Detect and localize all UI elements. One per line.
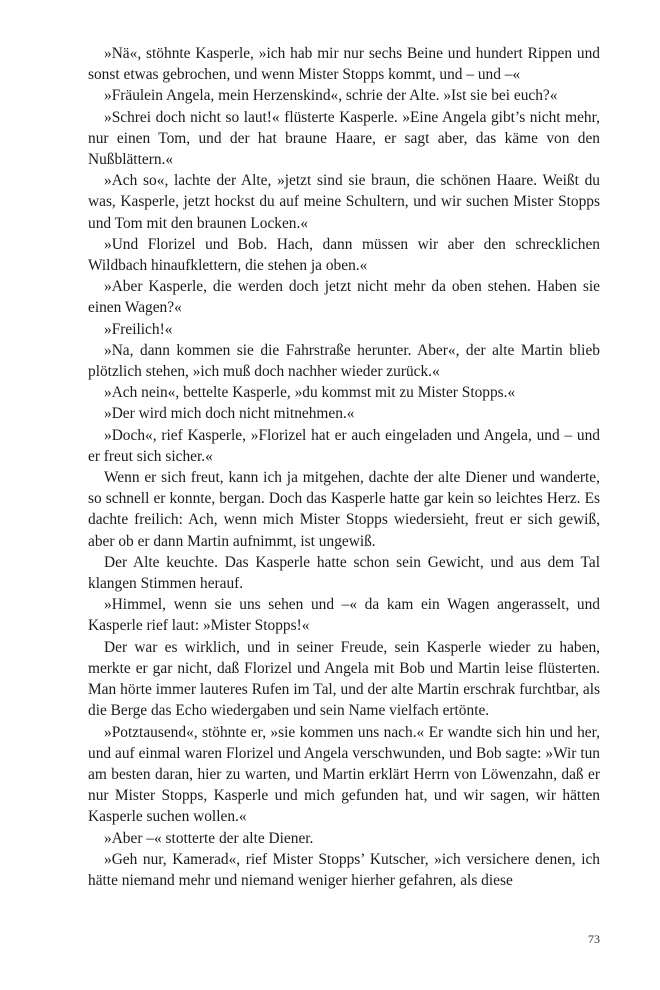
paragraph: Der Alte keuchte. Das Kasperle hatte schon sein Gewicht, und aus dem Tal klangen Stimmen herauf. [88, 553, 600, 593]
paragraph: »Ach so«, lachte der Alte, »jetzt sind sie braun, die schönen Haare. Weißt du was, Kasperle, jetzt hockst du auf meine Schultern, und wir suchen Mister Stopps und Tom mit den braunen Locken.« [88, 172, 600, 232]
paragraph: »Himmel, wenn sie uns sehen und –« da kam ein Wagen angerasselt, und Kasperle rief laut: »Mister Stopps!« [88, 596, 600, 635]
body-text [88, 43, 600, 891]
paragraph: »Fräulein Angela, mein Herzenskind«, schrie der Alte. »Ist sie bei euch?« [104, 87, 558, 105]
paragraph: »Doch«, rief Kasperle, »Florizel hat er auch eingeladen und Angela, und – und er freut sich sicher.« [88, 426, 600, 465]
paragraph: »Schrei doch nicht so laut!« flüsterte Kasperle. »Eine Angela gibt’s nicht mehr, nur einen Tom, und der hat braune Haare, er sagt aber, das käme von den Nußblättern.« [88, 108, 600, 169]
paragraph: Wenn er sich freut, kann ich ja mitgehen, dachte der alte Diener und wanderte, so schnell er konnte, bergan. Doch das Kasperle hatte gar kein so leichtes Herz. Es dachte freilich: Ach, wenn mich Mister Stopps wiedersieht, freut er sich gewiß, aber ob er dann Martin aufnimmt, ist ungewiß. [88, 469, 600, 550]
paragraph: »Und Florizel und Bob. Hach, dann müssen wir aber den schrecklichen Wildbach hinaufklettern, die stehen ja oben.« [88, 235, 600, 275]
page-number: 73 [588, 932, 600, 946]
paragraph: »Potztausend«, stöhnte er, »sie kommen uns nach.« Er wandte sich hin und her, und auf einmal waren Florizel und Angela verschwunden, und Bob sagte: »Wir tun am besten daran, hier zu warten, und Martin erklärt Herrn von Löwenzahn, daß er nur Mister Stopps, Kasperle und mich gefunden hat, und wir sagen, wir hätten Kasperle suchen wollen.« [88, 723, 600, 826]
paragraph: »Ach nein«, bettelte Kasperle, »du kommst mit zu Mister Stopps.« [104, 384, 516, 402]
paragraph: »Aber –« stotterte der alte Diener. [104, 829, 314, 847]
paragraph: »Geh nur, Kamerad«, rief Mister Stopps’ Kutscher, »ich versichere denen, ich hätte niemand mehr und niemand weniger hierher gefahren, als diese [88, 850, 600, 889]
paragraph: »Aber Kasperle, die werden doch jetzt nicht mehr da oben stehen. Haben sie einen Wagen?« [88, 278, 600, 317]
paragraph: »Nä«, stöhnte Kasperle, »ich hab mir nur sechs Beine und hundert Rippen und sonst etwas gebrochen, und wenn Mister Stopps kommt, und – und –« [88, 45, 600, 84]
paragraph: Der war es wirklich, und in seiner Freude, sein Kasperle wieder zu haben, merkte er gar nicht, daß Florizel und Angela mit Bob und Martin leise flüsterten. Man hörte immer lauteres Rufen im Tal, und der alte Martin erschrak furchtbar, als die Berge das Echo wiedergaben und sein Name vielfach ertönte. [88, 638, 600, 720]
paragraph: »Der wird mich doch nicht mitnehmen.« [104, 405, 355, 423]
paragraph: »Na, dann kommen sie die Fahrstraße herunter. Aber«, der alte Martin blieb plötzlich stehen, »ich muß doch nachher wieder zurück.« [88, 341, 600, 381]
paragraph: »Freilich!« [104, 320, 173, 338]
